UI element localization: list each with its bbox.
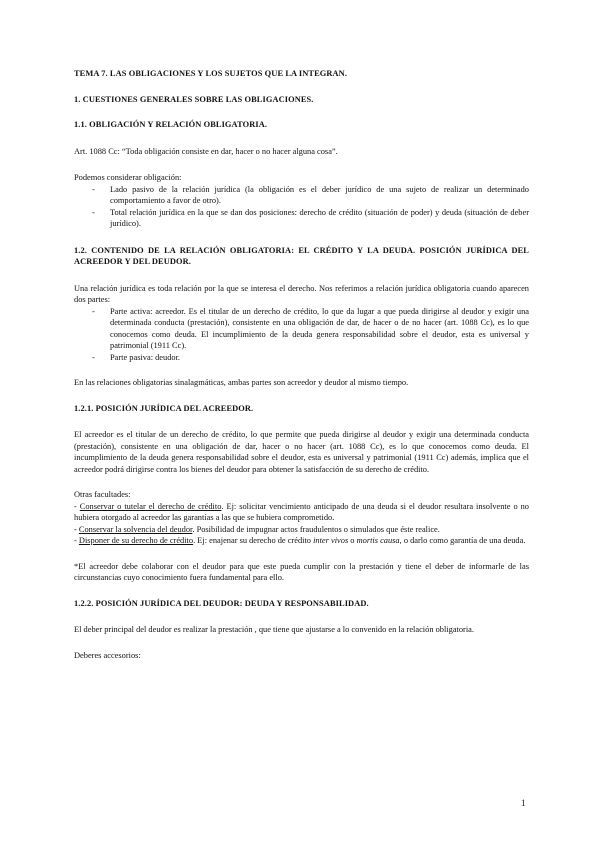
art-1088-quote: Art. 1088 Cc: “Toda obligación consiste en dar, hacer o no hacer alguna cosa”. xyxy=(74,146,338,156)
list-item: - Lado pasivo de la relación jurídica (la obligación es el deber jurídico de una sujeto de realizar un determinado comportamiento a favor de otro). xyxy=(92,184,529,205)
facultad-item: - Disponer de su derecho de crédito. Ej: enajenar su derecho de crédito inter vivos o mortis causa, o darlo como garantía de una deuda. xyxy=(74,536,526,545)
heading-1-2: 1.2. CONTENIDO DE LA RELACIÓN OBLIGATORIA: EL CRÉDITO Y LA DEUDA. POSICIÓN JURÍDICA DEL ACREEDOR Y DEL DEUDOR. xyxy=(74,245,529,266)
heading-1-2-2: 1.2.2. POSICIÓN JURÍDICA DEL DEUDOR: DEUDA Y RESPONSABILIDAD. xyxy=(74,598,369,608)
list-item: - Total relación jurídica en la que se dan dos posiciones: derecho de crédito (situación de poder) y deuda (situación de deber jurídico). xyxy=(92,207,529,228)
facultad-item: - Conservar la solvencia del deudor. Posibilidad de impugnar actos fraudulentos o simulados que éste realice. xyxy=(74,524,440,534)
paragraph-podemos: Podemos considerar obligación: xyxy=(74,173,182,182)
deberes-accesorios-label: Deberes accesorios: xyxy=(74,650,141,660)
page-number: 1 xyxy=(521,798,526,808)
paragraph-relacion: Una relación jurídica es toda relación por la que se interesa el derecho. Nos referimos a relación jurídica obligatoria cuando aparecen dos partes: xyxy=(74,283,529,304)
nota-acreedor: *El acreedor debe colaborar con el deudor para que este pueda cumplir con la prestación y tiene el deber de informarle de las circunstancias cuyo conocimiento fuera fundamental para ello. xyxy=(74,561,529,582)
paragraph-acreedor: El acreedor es el titular de un derecho de crédito, lo que permite que pueda dirigirse al deudor y exigir una determinada conducta (prestación), consistente en una obligación de dar, hacer o no hacer (art. 1088 Cc), es lo que conocemos como deuda. El incumplimiento de la deuda genera responsabilidad sobre el deudor, esta es universal y patrimonial (1911 Cc) además, implica que el acreedor podrá dirigirse contra los bienes del deudor para obtener la satisfacción de su derecho de crédito. xyxy=(74,430,529,474)
list-item: - Parte pasiva: deudor. xyxy=(92,352,181,362)
paragraph-sinalagmaticas: En las relaciones obligatorias sinalagmáticas, ambas partes son acreedor y deudor al mismo tiempo. xyxy=(74,378,409,387)
list-item: - Parte activa: acreedor. Es el titular de un derecho de crédito, lo que da lugar a que pueda dirigirse al deudor y exigir una determinada conducta (prestación), consistente en una obligación de dar, de hacer o de no hacer (art. 1088 Cc), es lo que conocemos como deuda. El incumplimiento de la deuda genera responsabilidad sobre el deudor, esta es universal y patrimonial (1911 Cc). xyxy=(92,306,529,350)
doc-title: TEMA 7. LAS OBLIGACIONES Y LOS SUJETOS QUE LA INTEGRAN. xyxy=(74,69,348,78)
paragraph-deber-principal: El deber principal del deudor es realizar la prestación , que tiene que ajustarse a lo convenido en la relación obligatoria. xyxy=(74,625,474,634)
heading-1-2-1: 1.2.1. POSICIÓN JURÍDICA DEL ACREEDOR. xyxy=(74,403,254,413)
heading-1: 1. CUESTIONES GENERALES SOBRE LAS OBLIGACIONES. xyxy=(74,94,314,104)
facultad-item: - Conservar o tutelar el derecho de crédito. Ej: solicitar vencimiento anticipado de una deuda si el deudor resultara insolvente o no hubiera otorgado al acreedor las garantías a las que se hubiera comprometido. xyxy=(74,501,529,522)
heading-1-1: 1.1. OBLIGACIÓN Y RELACIÓN OBLIGATORIA. xyxy=(74,120,268,129)
otras-facultades-label: Otras facultades: xyxy=(74,490,131,499)
document-page xyxy=(74,66,529,661)
